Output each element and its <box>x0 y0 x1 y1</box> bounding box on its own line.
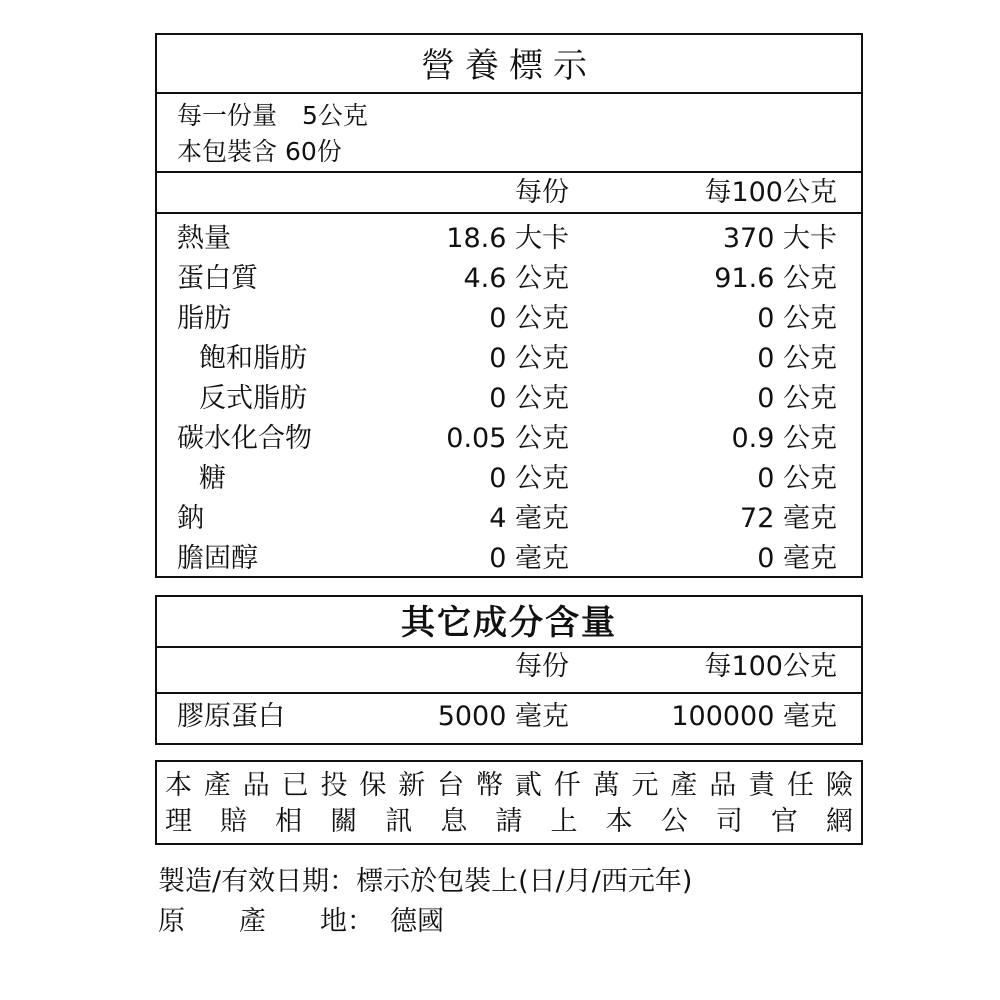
nutrient-per-serving: 0.05 公克 <box>446 423 569 454</box>
nutrient-name: 碳水化合物 <box>177 423 312 454</box>
ingredient-name: 膠原蛋白 <box>177 701 285 732</box>
insurance-line-1: 本 產 品 已 投 保 新 台 幣 貳 仟 萬 元 產 品 責 任 險 <box>165 770 853 801</box>
nutrient-per-serving: 0 公克 <box>489 383 569 414</box>
nutrient-per-serving: 4.6 公克 <box>463 263 569 294</box>
date-info: 製造/有效日期：標示於包裝上(日/月/西元年) <box>158 866 693 897</box>
origin-value: 德國 <box>390 906 444 937</box>
nutrient-per-serving: 4 毫克 <box>489 503 569 534</box>
col-header-per-serving: 每份 <box>515 177 569 208</box>
col-header-per-serving: 每份 <box>515 651 569 682</box>
nutrient-per-100g: 0.9 公克 <box>731 423 837 454</box>
nutrition-title: 營養標示 <box>421 46 597 86</box>
other-ingredients-table <box>155 595 863 745</box>
nutrient-name: 反式脂肪 <box>199 383 307 414</box>
nutrient-per-100g: 0 毫克 <box>757 543 837 574</box>
nutrient-name: 熱量 <box>177 223 231 254</box>
divider <box>157 171 861 173</box>
col-header-per-100g: 每100公克 <box>704 177 837 208</box>
nutrient-per-100g: 0 公克 <box>757 303 837 334</box>
nutrient-per-100g: 370 大卡 <box>722 223 837 254</box>
nutrient-name: 飽和脂肪 <box>199 343 307 374</box>
nutrient-per-100g: 72 毫克 <box>740 503 837 534</box>
divider <box>157 646 861 648</box>
nutrient-per-100g: 91.6 公克 <box>714 263 837 294</box>
col-header-per-100g: 每100公克 <box>704 651 837 682</box>
other-title: 其它成分含量 <box>401 603 617 643</box>
nutrient-per-100g: 0 公克 <box>757 383 837 414</box>
nutrient-name: 鈉 <box>177 503 204 534</box>
divider <box>157 92 861 94</box>
nutrient-per-serving: 0 公克 <box>489 463 569 494</box>
insurance-line-2: 理 賠 相 關 訊 息 請 上 本 公 司 官 網 <box>165 806 853 837</box>
nutrient-per-100g: 0 公克 <box>757 463 837 494</box>
nutrient-per-serving: 0 公克 <box>489 303 569 334</box>
nutrient-name: 蛋白質 <box>177 263 258 294</box>
insurance-notice <box>155 760 863 845</box>
nutrient-per-serving: 18.6 大卡 <box>446 223 569 254</box>
nutrient-name: 膽固醇 <box>177 543 258 574</box>
ingredient-per-100g: 100000 毫克 <box>671 701 837 732</box>
serving-size: 每一份量 5公克 <box>177 101 368 130</box>
ingredient-per-serving: 5000 毫克 <box>437 701 569 732</box>
nutrient-name: 糖 <box>199 463 226 494</box>
divider <box>157 212 861 214</box>
nutrient-name: 脂肪 <box>177 303 231 334</box>
nutrient-per-100g: 0 公克 <box>757 343 837 374</box>
nutrient-per-serving: 0 毫克 <box>489 543 569 574</box>
origin-label: 原 產 地： <box>158 906 374 937</box>
nutrient-per-serving: 0 公克 <box>489 343 569 374</box>
nutrition-facts-table <box>155 33 863 578</box>
divider <box>157 692 861 694</box>
servings-per-pack: 本包裝含 60份 <box>177 137 342 166</box>
